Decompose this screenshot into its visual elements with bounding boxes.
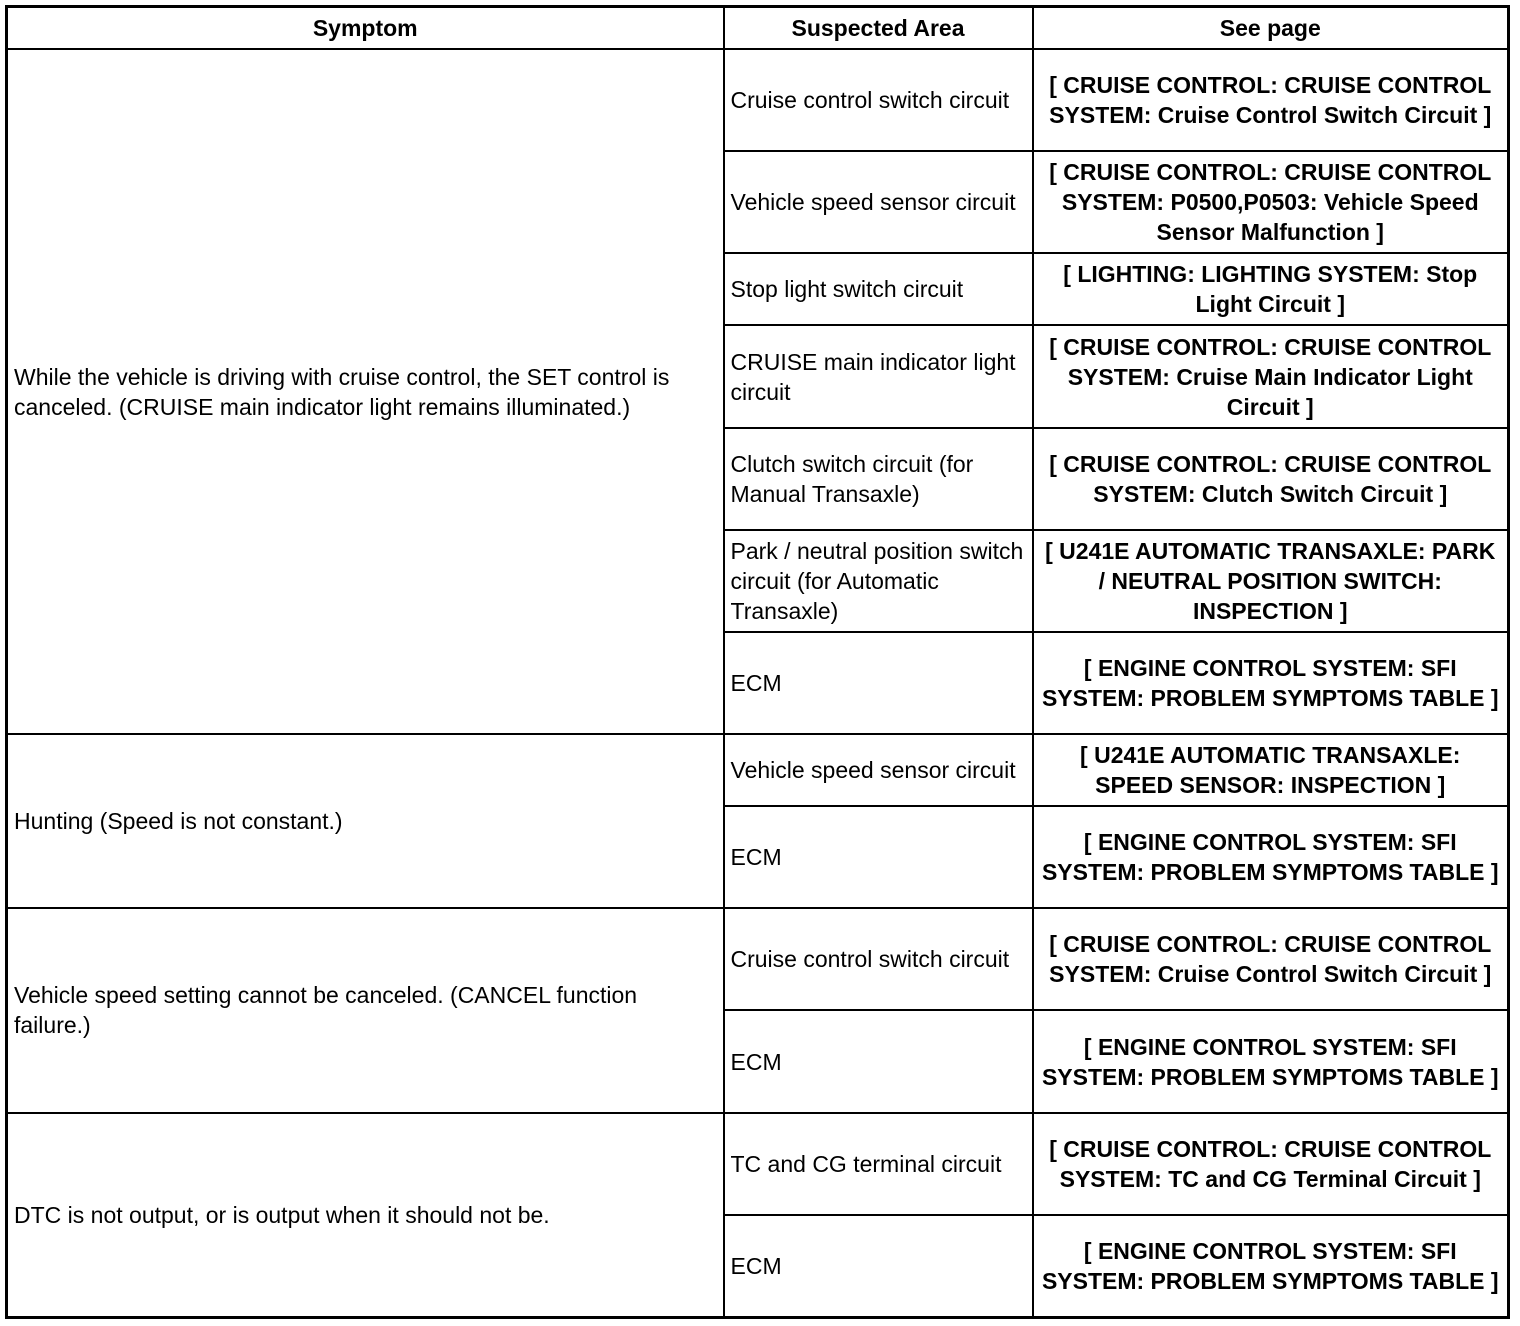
see-page-cell: [ CRUISE CONTROL: CRUISE CONTROL SYSTEM: Cruise Control Switch Circuit ] <box>1033 49 1509 151</box>
problem-symptoms-table <box>5 5 1510 1319</box>
see-page-cell: [ CRUISE CONTROL: CRUISE CONTROL SYSTEM: Cruise Control Switch Circuit ] <box>1033 908 1509 1010</box>
symptom-cell: Hunting (Speed is not constant.) <box>7 734 724 908</box>
symptom-cell: DTC is not output, or is output when it should not be. <box>7 1113 724 1318</box>
symptom-cell: Vehicle speed setting cannot be canceled. (CANCEL function failure.) <box>7 908 724 1112</box>
suspected-area-cell: Park / neutral position switch circuit (for Automatic Transaxle) <box>724 530 1033 632</box>
see-page-cell: [ CRUISE CONTROL: CRUISE CONTROL SYSTEM: Clutch Switch Circuit ] <box>1033 428 1509 530</box>
suspected-area-cell: Cruise control switch circuit <box>724 908 1033 1010</box>
see-page-cell: [ ENGINE CONTROL SYSTEM: SFI SYSTEM: PROBLEM SYMPTOMS TABLE ] <box>1033 806 1509 908</box>
suspected-area-cell: Stop light switch circuit <box>724 253 1033 325</box>
table-row <box>7 1113 1509 1215</box>
see-page-cell: [ U241E AUTOMATIC TRANSAXLE: PARK / NEUTRAL POSITION SWITCH: INSPECTION ] <box>1033 530 1509 632</box>
table-row <box>7 49 1509 151</box>
suspected-area-cell: Clutch switch circuit (for Manual Transaxle) <box>724 428 1033 530</box>
suspected-area-cell: ECM <box>724 632 1033 734</box>
see-page-cell: [ CRUISE CONTROL: CRUISE CONTROL SYSTEM: TC and CG Terminal Circuit ] <box>1033 1113 1509 1215</box>
suspected-area-cell: Cruise control switch circuit <box>724 49 1033 151</box>
suspected-area-cell: Vehicle speed sensor circuit <box>724 151 1033 253</box>
see-page-cell: [ CRUISE CONTROL: CRUISE CONTROL SYSTEM: Cruise Main Indicator Light Circuit ] <box>1033 325 1509 427</box>
table-row <box>7 734 1509 806</box>
see-page-cell: [ ENGINE CONTROL SYSTEM: SFI SYSTEM: PROBLEM SYMPTOMS TABLE ] <box>1033 1215 1509 1318</box>
see-page-cell: [ U241E AUTOMATIC TRANSAXLE: SPEED SENSOR: INSPECTION ] <box>1033 734 1509 806</box>
header-symptom: Symptom <box>7 7 724 50</box>
header-row <box>7 7 1509 50</box>
table-row <box>7 908 1509 1010</box>
suspected-area-cell: CRUISE main indicator light circuit <box>724 325 1033 427</box>
header-suspected-area: Suspected Area <box>724 7 1033 50</box>
suspected-area-cell: ECM <box>724 806 1033 908</box>
header-see-page: See page <box>1033 7 1509 50</box>
see-page-cell: [ LIGHTING: LIGHTING SYSTEM: Stop Light Circuit ] <box>1033 253 1509 325</box>
suspected-area-cell: ECM <box>724 1215 1033 1318</box>
see-page-cell: [ ENGINE CONTROL SYSTEM: SFI SYSTEM: PROBLEM SYMPTOMS TABLE ] <box>1033 1010 1509 1112</box>
suspected-area-cell: Vehicle speed sensor circuit <box>724 734 1033 806</box>
see-page-cell: [ CRUISE CONTROL: CRUISE CONTROL SYSTEM: P0500,P0503: Vehicle Speed Sensor Malfunction ] <box>1033 151 1509 253</box>
suspected-area-cell: TC and CG terminal circuit <box>724 1113 1033 1215</box>
see-page-cell: [ ENGINE CONTROL SYSTEM: SFI SYSTEM: PROBLEM SYMPTOMS TABLE ] <box>1033 632 1509 734</box>
symptom-cell: While the vehicle is driving with cruise control, the SET control is canceled. (CRUISE main indicator light remains illuminated.) <box>7 49 724 734</box>
suspected-area-cell: ECM <box>724 1010 1033 1112</box>
